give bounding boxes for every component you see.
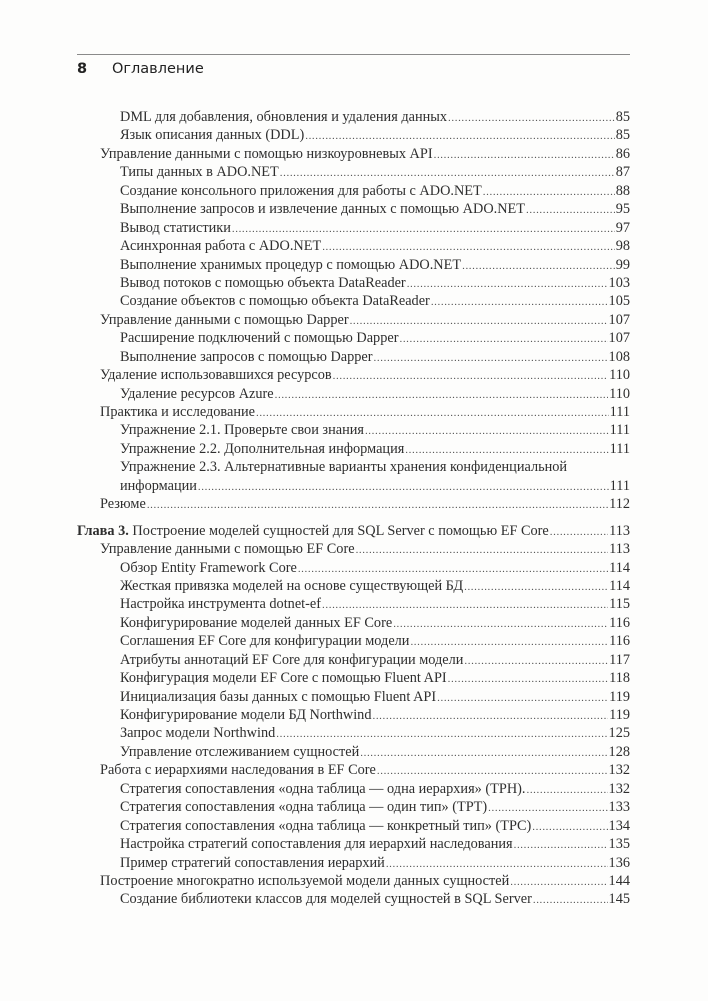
toc-page: 110 xyxy=(609,367,630,384)
dot-leader xyxy=(377,762,608,780)
toc-page: 86 xyxy=(615,145,630,162)
dot-leader xyxy=(356,541,609,559)
toc-page: 125 xyxy=(608,725,630,742)
toc-page: 113 xyxy=(609,541,630,558)
chapter-label: Глава 3. xyxy=(77,522,129,539)
toc-entry-multiline[interactable]: Упражнение 2.3. Альтернативные варианты хранения конфиденциальной xyxy=(120,459,568,476)
dot-leader xyxy=(399,330,607,348)
dot-leader xyxy=(410,633,608,651)
toc-page: 119 xyxy=(609,688,630,705)
dot-leader xyxy=(526,201,615,219)
toc-page: 114 xyxy=(609,577,630,594)
dot-leader xyxy=(298,560,608,578)
dot-leader xyxy=(526,781,607,799)
toc-page: 111 xyxy=(609,422,630,439)
toc-entry[interactable]: Обзор Entity Framework Core ..... 114 xyxy=(77,559,630,577)
toc-entry[interactable]: Вывод статистики ..... 97 xyxy=(77,219,630,237)
dot-leader xyxy=(448,670,608,688)
toc-entry[interactable]: Атрибуты аннотаций EF Core для конфигурации модели ..... 117 xyxy=(77,651,630,669)
toc-page: 115 xyxy=(609,596,630,613)
dot-leader xyxy=(232,220,615,238)
toc-section[interactable]: Управление данными с помощью низкоуровневых API ..... 86 xyxy=(77,145,630,163)
toc-page: 145 xyxy=(608,891,630,908)
dot-leader xyxy=(147,496,608,514)
toc-page: 133 xyxy=(608,799,630,816)
table-of-contents xyxy=(77,108,630,909)
dot-leader xyxy=(280,164,615,182)
toc-page: 87 xyxy=(615,164,630,181)
toc-page: 85 xyxy=(615,127,630,144)
toc-entry[interactable]: Стратегия сопоставления «одна таблица — одна иерархия» (TPH). ..... 132 xyxy=(77,780,630,798)
toc-page: 110 xyxy=(609,385,630,402)
toc-entry[interactable]: Стратегия сопоставления «одна таблица — конкретный тип» (TPC) ..... 134 xyxy=(77,817,630,835)
toc-entry[interactable]: Упражнение 2.1. Проверьте свои знания ..... 111 xyxy=(77,421,630,439)
dot-leader xyxy=(514,836,608,854)
toc-entry[interactable]: Инициализация базы данных с помощью Fluent API ..... 119 xyxy=(77,688,630,706)
dot-leader xyxy=(532,818,607,836)
toc-entry[interactable]: Запрос модели Northwind ..... 125 xyxy=(77,724,630,742)
toc-entry[interactable]: Удаление ресурсов Azure ..... 110 xyxy=(77,385,630,403)
toc-section[interactable]: Управление данными с помощью EF Core ..... 113 xyxy=(77,540,630,558)
toc-page: 107 xyxy=(608,330,630,347)
dot-leader xyxy=(488,799,607,817)
dot-leader xyxy=(434,146,615,164)
toc-page: 88 xyxy=(615,182,630,199)
toc-entry[interactable]: Создание объектов с помощью объекта DataReader ..... 105 xyxy=(77,292,630,310)
toc-page: 128 xyxy=(608,743,630,760)
toc-page: 107 xyxy=(608,311,630,328)
dot-leader xyxy=(360,744,607,762)
chapter-title: Построение моделей сущностей для SQL Server с помощью EF Core xyxy=(132,522,549,539)
toc-entry[interactable]: Конфигурирование моделей данных EF Core ..... 116 xyxy=(77,614,630,632)
toc-page: 132 xyxy=(608,762,630,779)
toc-page: 135 xyxy=(608,836,630,853)
toc-section[interactable]: Построение многократно используемой модели данных сущностей ..... 144 xyxy=(77,872,630,890)
dot-leader xyxy=(276,725,607,743)
dot-leader xyxy=(386,855,608,873)
dot-leader xyxy=(256,404,609,422)
dot-leader xyxy=(333,367,608,385)
toc-page: 118 xyxy=(609,670,630,687)
toc-entry[interactable]: Управление отслеживанием сущностей ..... 128 xyxy=(77,743,630,761)
page-number: 8 xyxy=(77,61,88,77)
toc-entry[interactable]: Пример стратегий сопоставления иерархий ..... 136 xyxy=(77,854,630,872)
toc-page: 99 xyxy=(615,256,630,273)
dot-leader xyxy=(431,293,608,311)
toc-entry-continuation[interactable]: информации ..... 111 xyxy=(77,477,630,495)
toc-entry[interactable]: Выполнение запросов и извлечение данных с помощью ADO.NET ..... 95 xyxy=(77,200,630,218)
toc-page: 111 xyxy=(609,440,630,457)
dot-leader xyxy=(550,523,608,541)
toc-entry[interactable]: Вывод потоков с помощью объекта DataReader ..... 103 xyxy=(77,274,630,292)
toc-page: 95 xyxy=(615,201,630,218)
toc-entry[interactable]: Расширение подключений с помощью Dapper ..... 107 xyxy=(77,329,630,347)
toc-page: 103 xyxy=(608,274,630,291)
toc-entry[interactable]: Создание библиотеки классов для моделей сущностей в SQL Server ..... 145 xyxy=(77,890,630,908)
toc-page: 116 xyxy=(609,614,630,631)
toc-section[interactable]: Работа с иерархиями наследования в EF Core ..... 132 xyxy=(77,761,630,779)
dot-leader xyxy=(533,891,608,909)
dot-leader xyxy=(322,596,608,614)
toc-entry[interactable]: Конфигурация модели EF Core с помощью Fluent API ..... 118 xyxy=(77,669,630,687)
dot-leader xyxy=(365,422,609,440)
toc-entry[interactable]: Настройка стратегий сопоставления для иерархий наследования ..... 135 xyxy=(77,835,630,853)
dot-leader xyxy=(322,238,615,256)
toc-entry[interactable]: Стратегия сопоставления «одна таблица — один тип» (TPT) ..... 133 xyxy=(77,798,630,816)
dot-leader xyxy=(483,183,615,201)
toc-entry[interactable]: Соглашения EF Core для конфигурации модели ..... 116 xyxy=(77,632,630,650)
toc-entry[interactable]: Создание консольного приложения для работы с ADO.NET ..... 88 xyxy=(77,182,630,200)
dot-leader xyxy=(350,312,608,330)
dot-leader xyxy=(374,349,608,367)
toc-entry[interactable]: Выполнение хранимых процедур с помощью ADO.NET ..... 99 xyxy=(77,256,630,274)
header-rule xyxy=(77,54,630,55)
toc-page: 111 xyxy=(609,477,630,494)
toc-page: 105 xyxy=(608,293,630,310)
toc-section[interactable]: Управление данными с помощью Dapper ..... 107 xyxy=(77,311,630,329)
dot-leader xyxy=(407,275,608,293)
dot-leader xyxy=(275,386,608,404)
dot-leader xyxy=(305,127,614,145)
running-header xyxy=(77,61,204,77)
dot-leader xyxy=(372,707,608,725)
dot-leader xyxy=(405,441,608,459)
toc-page: 111 xyxy=(609,404,630,420)
toc-chapter-3[interactable] xyxy=(77,522,630,540)
toc-page: 85 xyxy=(615,109,630,125)
toc-entry[interactable]: Выполнение запросов с помощью Dapper ..... 108 xyxy=(77,348,630,366)
toc-page: 97 xyxy=(615,219,630,236)
toc-entry[interactable]: Жесткая привязка моделей на основе существующей БД ..... 114 xyxy=(77,577,630,595)
dot-leader xyxy=(437,689,608,707)
toc-section[interactable]: Удаление использовавшихся ресурсов ..... 110 xyxy=(77,366,630,384)
dot-leader xyxy=(464,578,608,596)
toc-page: 132 xyxy=(608,780,630,797)
toc-entry[interactable]: Настройка инструмента dotnet-ef ..... 115 xyxy=(77,595,630,613)
toc-page: 113 xyxy=(609,522,630,539)
dot-leader xyxy=(510,873,607,891)
toc-section[interactable]: Резюме ..... 112 xyxy=(77,495,630,513)
toc-page: 112 xyxy=(609,496,630,513)
toc-page: 117 xyxy=(609,651,630,668)
toc-page: 119 xyxy=(609,707,630,723)
dot-leader xyxy=(448,109,615,127)
dot-leader xyxy=(198,478,609,496)
toc-page: 144 xyxy=(608,872,630,889)
toc-entry[interactable]: Упражнение 2.2. Дополнительная информация ..... 111 xyxy=(77,440,630,458)
dot-leader xyxy=(464,652,608,670)
toc-page: 134 xyxy=(608,817,630,834)
toc-entry[interactable]: DML для добавления, обновления и удаления данных ..... 85 xyxy=(77,108,630,126)
toc-page: 116 xyxy=(609,633,630,650)
toc-entry[interactable]: Язык описания данных (DDL) ..... 85 xyxy=(77,126,630,144)
dot-leader xyxy=(393,615,608,633)
toc-page: 98 xyxy=(615,238,630,255)
toc-page: 108 xyxy=(608,348,630,365)
toc-page: 136 xyxy=(608,854,630,871)
toc-page: 114 xyxy=(609,559,630,576)
toc-section[interactable]: Практика и исследование ..... 111 xyxy=(77,403,630,421)
toc-entry[interactable]: Асинхронная работа с ADO.NET ..... 98 xyxy=(77,237,630,255)
dot-leader xyxy=(462,257,615,275)
chapter-gap xyxy=(77,514,630,522)
toc-entry[interactable]: Конфигурирование модели БД Northwind ..... 119 xyxy=(77,706,630,724)
toc-entry[interactable]: Типы данных в ADO.NET ..... 87 xyxy=(77,163,630,181)
running-title: Оглавление xyxy=(112,61,204,77)
